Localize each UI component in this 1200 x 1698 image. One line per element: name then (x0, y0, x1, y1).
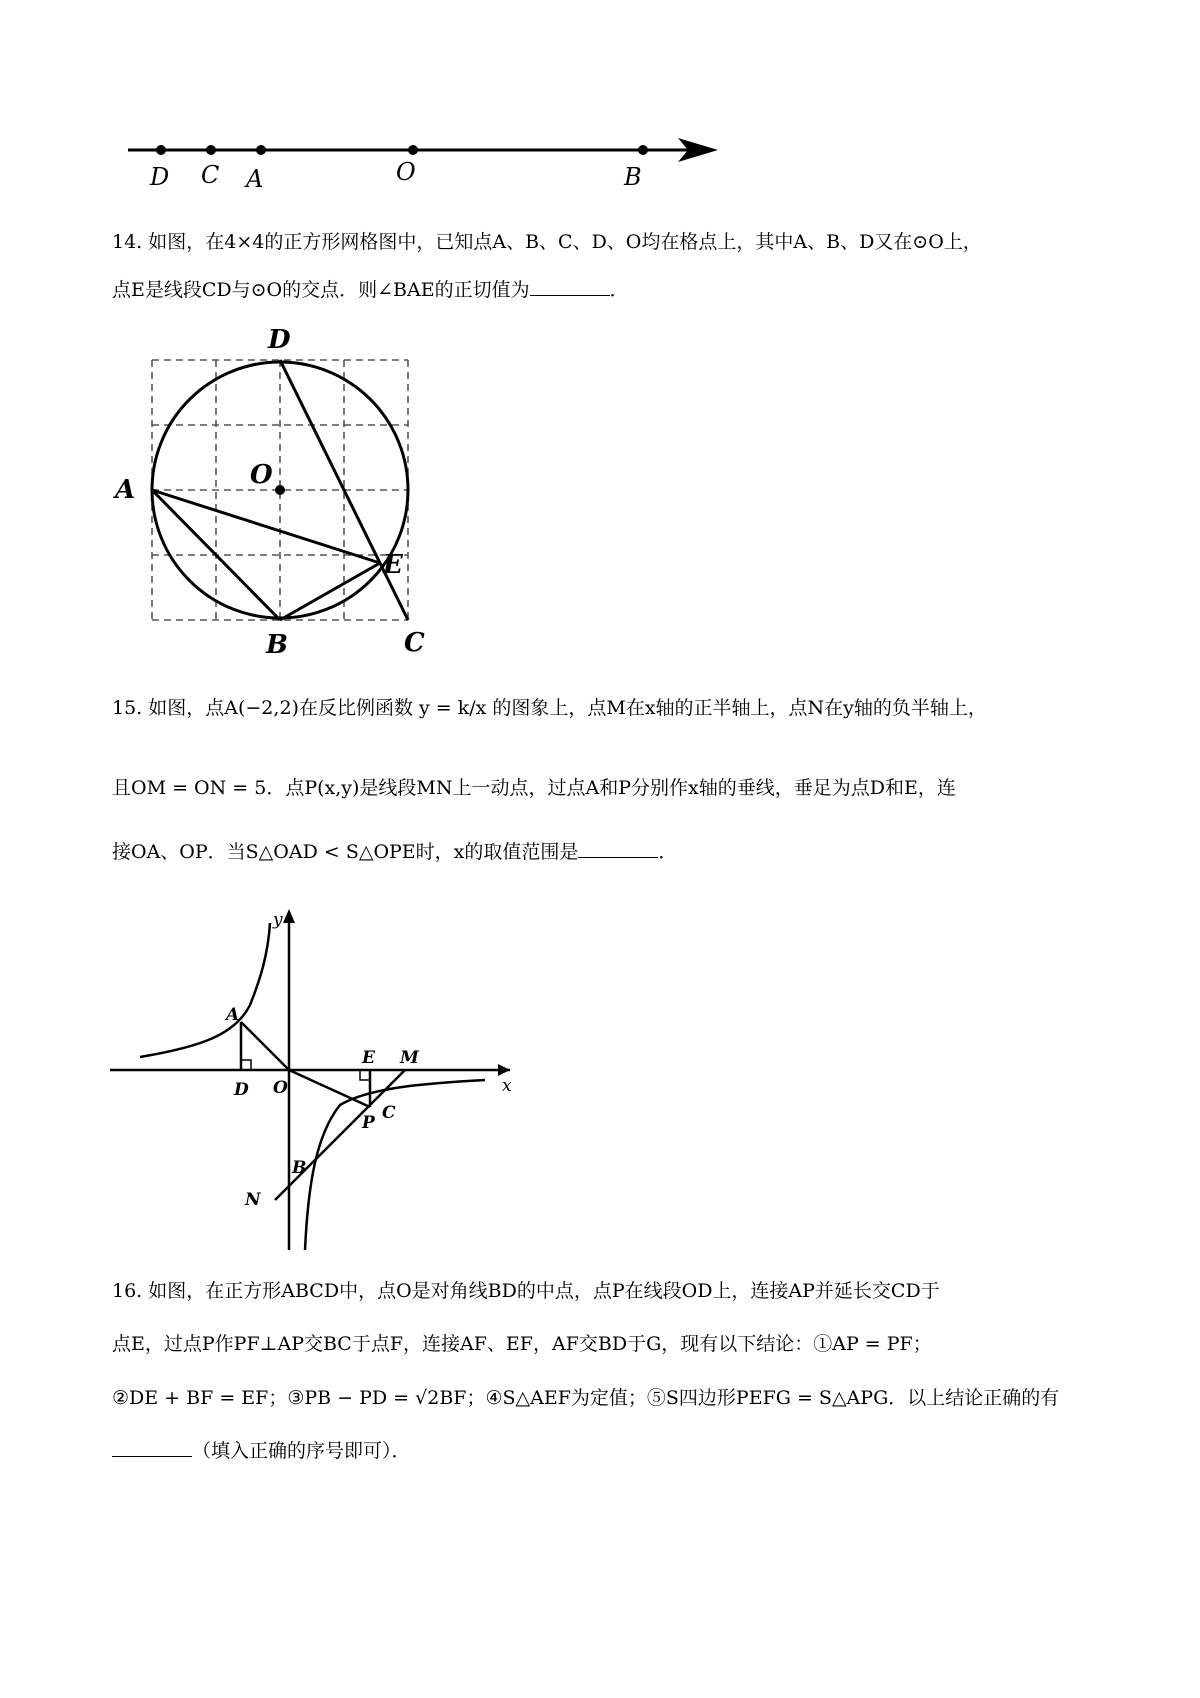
label-B: B (266, 630, 288, 660)
answer-blank (530, 277, 610, 296)
label-C: C (404, 628, 425, 658)
label-y: y (273, 910, 283, 930)
q15-line3-text: 接OA、OP．当S△OAD < S△OPE时，x的取值范围是 (112, 841, 579, 863)
label-N: N (245, 1190, 261, 1210)
circle-grid-figure (100, 318, 440, 663)
label-E: E (362, 1048, 375, 1068)
q15-line1: 15. 如图，点A(−2,2)在反比例函数 y = k/x 的图象上，点M在x轴的正半轴上，点N在y轴的负半轴上， (112, 697, 987, 719)
q14-line1: 14. 如图，在4×4的正方形网格图中，已知点A、B、C、D、O均在格点上，其中A、B、D又在⊙O上， (112, 231, 982, 253)
q14-line2 (112, 276, 629, 304)
label-D: D (268, 325, 291, 355)
label-E: E (383, 550, 403, 580)
q14-line2-end: ． (609, 279, 629, 301)
label-A: A (246, 165, 264, 193)
q16-line4 (112, 1437, 411, 1465)
label-C: C (382, 1103, 396, 1123)
q15-line2: 且OM = ON = 5．点P(x,y)是线段MN上一动点，过点A和P分别作x轴的垂线，垂足为点D和E，连 (112, 777, 956, 799)
label-P: P (362, 1113, 375, 1133)
label-O: O (250, 460, 273, 490)
label-B: B (292, 1158, 307, 1178)
q15-line3-end: ． (658, 841, 678, 863)
label-D: D (234, 1080, 249, 1100)
label-A: A (115, 475, 136, 505)
label-M: M (400, 1048, 419, 1068)
q15-line3 (112, 838, 677, 866)
label-B: B (624, 163, 642, 191)
q16-line1: 16. 如图，在正方形ABCD中，点O是对角线BD的中点，点P在线段OD上，连接AP并延长交CD于 (112, 1280, 940, 1302)
number-line-figure (118, 120, 738, 200)
label-C: C (201, 161, 220, 189)
q16-line3: ②DE + BF = EF；③PB − PD = √2BF；④S△AEF为定值；⑤S四边形PEFG = S△APG．以上结论正确的有 (112, 1387, 1060, 1409)
answer-blank (578, 839, 658, 858)
label-O: O (396, 158, 416, 186)
q16-line2: 点E，过点P作PF⊥AP交BC于点F，连接AF、EF，AF交BD于G，现有以下结论：①AP = PF； (112, 1333, 932, 1355)
label-x: x (502, 1076, 512, 1096)
answer-blank (112, 1438, 192, 1457)
label-A: A (226, 1005, 240, 1025)
q14-line2-text: 点E是线段CD与⊙O的交点．则∠BAE的正切值为 (112, 279, 530, 301)
label-D: D (150, 163, 170, 191)
q16-line4-text: （填入正确的序号即可）． (192, 1440, 411, 1462)
label-O: O (273, 1078, 288, 1098)
hyperbola-figure (110, 895, 520, 1255)
